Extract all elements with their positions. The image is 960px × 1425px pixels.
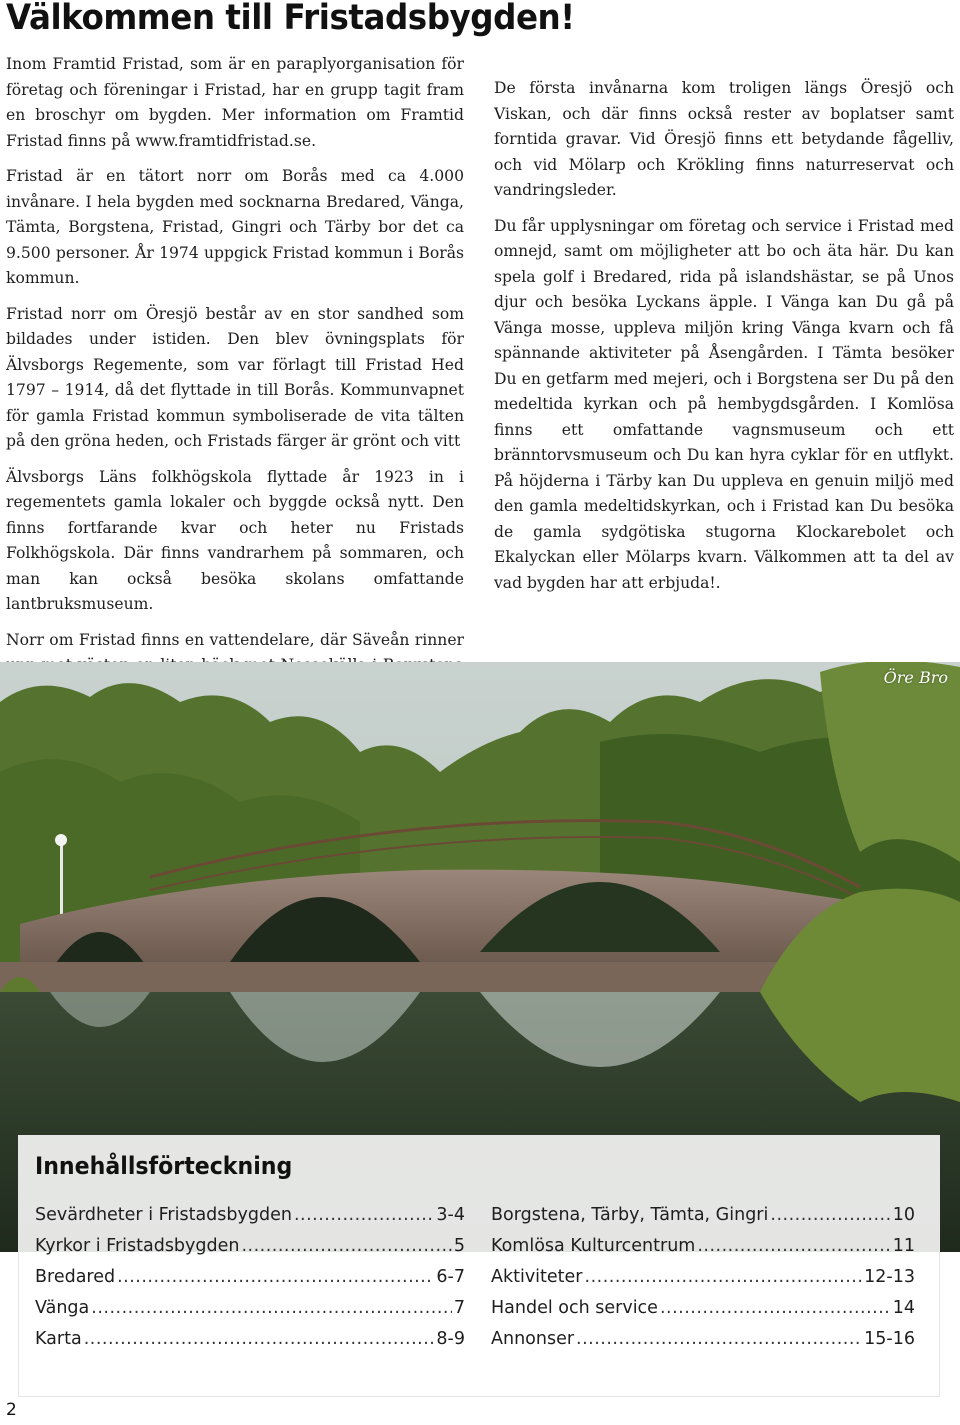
toc-entry-label: Kyrkor i Fristadsbygden [35,1236,240,1256]
toc-leader-dots [770,1200,890,1231]
toc-entry-pages: 15-16 [864,1329,915,1349]
page-title: Välkommen till Fristadsbygden! [6,0,575,38]
toc-entry-pages: 12-13 [864,1267,915,1287]
toc-leader-dots [84,1324,435,1355]
toc-entry [491,1262,915,1293]
toc-entry-pages: 5 [453,1236,465,1256]
toc-entry [35,1200,465,1231]
toc-left-list [35,1200,465,1355]
toc-leader-dots [576,1324,862,1355]
paragraph: Fristad är en tätort norr om Borås med ca 4.000 invånare. I hela bygden med socknarna Bredared, Vänga, Tämta, Borgstena, Fristad, Gingri och Tärby bor det ca 9.500 personer. År 1974 uppgick Fristad kommun i Borås kommun. [6,167,464,287]
toc-title: Innehållsförteckning [35,1152,293,1180]
toc-entry-pages: 8-9 [436,1329,465,1349]
toc-leader-dots [697,1231,890,1262]
toc-entry-label: Karta [35,1329,82,1349]
toc-entry-label: Handel och service [491,1298,658,1318]
toc-entry-label: Annonser [491,1329,575,1349]
paragraph: Fristad norr om Öresjö består av en stor sandhed som bildades under istiden. Den blev övningsplats för Älvsborgs Regemente, som var förlagt till Fristad Hed 1797 – 1914, då det flyttade in till Borås. Kommunvapnet för gamla Fristad kommun symboliserade de vita tälten på den gröna heden, och Fristads färger är grönt och vitt [6,304,464,450]
toc-entry-pages: 3-4 [436,1205,465,1225]
paragraph-continued: Norr om Fristad finns en vattendelare, där Säveån rinner [6,630,464,649]
toc-leader-dots [660,1293,891,1324]
toc-entry [35,1324,465,1355]
table-of-contents [18,1135,940,1397]
paragraph: De första invånarna kom troligen längs Öresjö och Viskan, och där finns också rester av boplatser samt forntida gravar. Vid Öresjö finns ett betydande fågelliv, och vid Mölarp och Krökling finns naturreservat och vandringsleder. [494,79,954,199]
toc-entry-pages: 14 [892,1298,915,1318]
paragraph: Inom Framtid Fristad, som är en paraplyorganisation för företag och föreningar i Fristad, har en grupp tagit fram en broschyr om bygden. Mer information om Framtid Fristad finns på www.framtidfristad.se. [6,55,464,150]
toc-entry [491,1231,915,1262]
toc-entry [35,1231,465,1262]
left-column [6,52,464,704]
toc-entry-label: Aktiviteter [491,1267,583,1287]
toc-leader-dots [117,1262,434,1293]
toc-entry [491,1293,915,1324]
toc-entry-label: Sevärdheter i Fristadsbygden [35,1205,292,1225]
paragraph: Du får upplysningar om företag och service i Fristad med omnejd, samt om möjligheter att bo och äta här. Du kan spela golf i Bredared, rida på islandshästar, se på Unos djur och besöka Lyckans äpple. I Vänga kan Du gå på Vänga mosse, uppleva miljön kring Vänga kvarn och få spännande aktiviteter på Åsengården. I Tämta besöker Du en getfarm med mejeri, och i Borgstena ser Du på den medeltida kyrkan och på hembygdsgården. I Komlösa finns ett omfattande vagnsmuseum och ett bränntorvsmuseum och Du kan hyra cyklar för en utflykt. På höjderna i Tärby kan Du uppleva en genuin miljö med den gamla medeltidskyrkan, och i Fristad kan Du besöka de gamla sydgötiska stugorna Klockarebolet och Ekalyckan eller Mölarps kvarn. Välkommen att ta del av vad bygden har att erbjuda!. [494,216,954,592]
toc-entry-label: Bredared [35,1267,116,1287]
toc-leader-dots [241,1231,451,1262]
toc-entry [491,1200,915,1231]
right-column [494,76,954,606]
photo-caption: Öre Bro [883,668,948,687]
toc-entry-pages: 7 [453,1298,465,1318]
toc-entry-label: Borgstena, Tärby, Tämta, Gingri [491,1205,769,1225]
toc-entry [491,1324,915,1355]
toc-entry-pages: 6-7 [436,1267,465,1287]
page-number: 2 [6,1400,17,1420]
toc-entry [35,1262,465,1293]
toc-leader-dots [91,1293,452,1324]
toc-entry-label: Komlösa Kulturcentrum [491,1236,696,1256]
paragraph: Älvsborgs Läns folkhögskola flyttade år 1923 in i regementets gamla lokaler och byggde också nytt. Den finns fortfarande kvar och heter nu Fristads Folkhögskola. Där finns vandrarhem på sommaren, och man kan också besöka skolans omfattande lantbruksmuseum. [6,467,464,613]
toc-leader-dots [585,1262,863,1293]
toc-entry-pages: 11 [892,1236,915,1256]
toc-entry-pages: 10 [892,1205,915,1225]
toc-entry-label: Vänga [35,1298,90,1318]
toc-entry [35,1293,465,1324]
toc-right-list [491,1200,915,1355]
toc-leader-dots [294,1200,434,1231]
